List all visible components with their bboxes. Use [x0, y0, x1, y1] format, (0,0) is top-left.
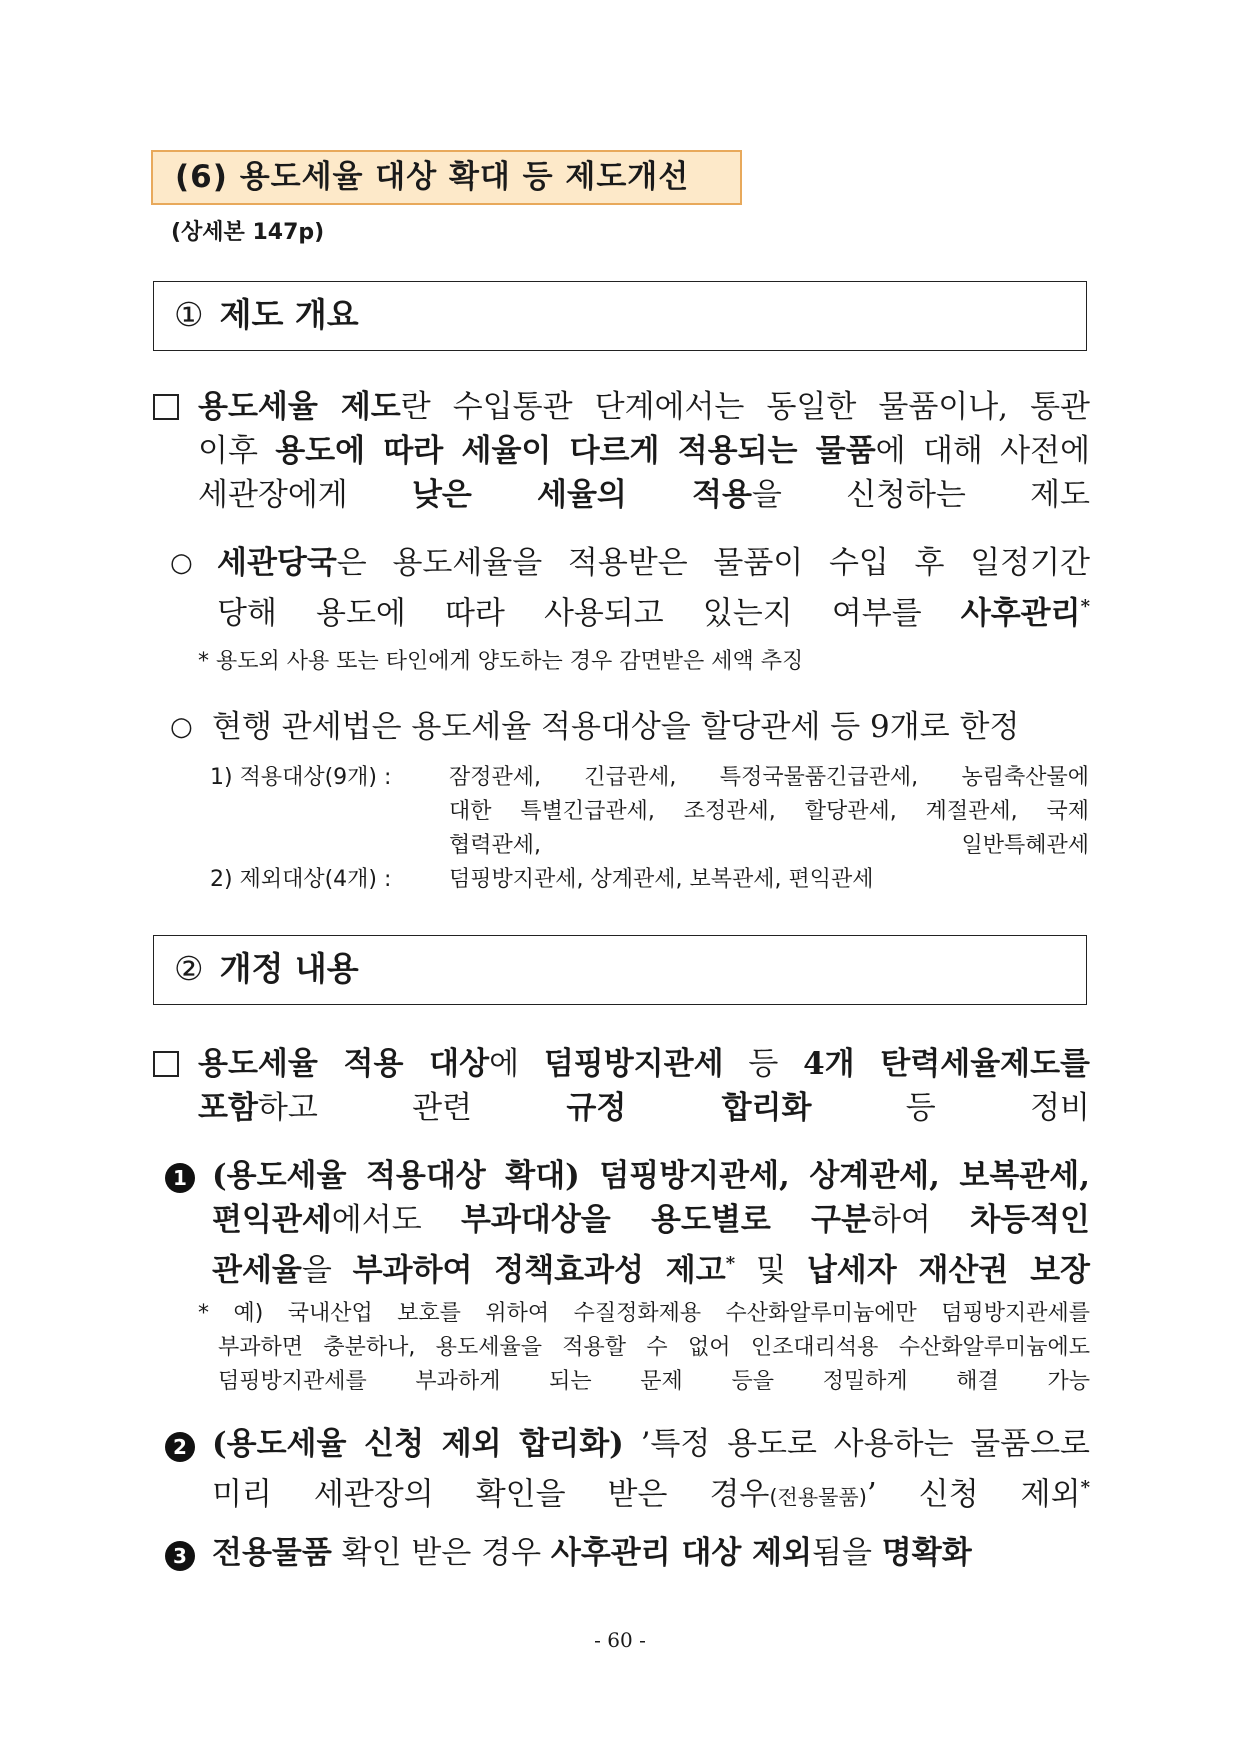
footnote: * 용도외 사용 또는 타인에게 양도하는 경우 감면받은 세액 추징	[198, 649, 804, 674]
section-header-overview	[153, 281, 1087, 351]
text-line: 세관장에게 낮은 세율의 적용을 신청하는 제도	[198, 477, 1090, 513]
numbered-marker-3: 3	[165, 1541, 195, 1571]
item-exclusion	[212, 1422, 1090, 1519]
applicable-list-label: 1) 적용대상(9개) :	[210, 765, 392, 790]
text-line: 편익관세에서도 부과대상을 용도별로 구분하여 차등적인	[212, 1202, 1090, 1238]
example-footnote	[198, 1297, 1090, 1399]
checkbox-marker	[153, 1051, 179, 1081]
text-line: 용도세율 적용 대상에 덤핑방지관세 등 4개 탄력세율제도를	[198, 1046, 1090, 1082]
applicable-list-items	[449, 761, 1089, 863]
text-line: 용도세율 제도란 수입통관 단계에서는 동일한 물품이나, 통관	[198, 389, 1090, 425]
bullet-marker: ○	[170, 712, 193, 742]
amendment-paragraph	[198, 1042, 1090, 1130]
text-line: 덤핑방지관세를 부과하게 되는 문제 등을 정밀하게 해결 가능	[218, 1369, 1090, 1394]
excluded-list-label: 2) 제외대상(4개) :	[210, 867, 392, 892]
text-line: 관세율을 부과하여 정책효과성 제고* 및 납세자 재산권 보장	[212, 1252, 1090, 1289]
item-expansion	[212, 1154, 1090, 1292]
section-number: ②	[174, 949, 204, 988]
overview-paragraph	[198, 385, 1090, 517]
section-heading: 개정 내용	[219, 949, 359, 988]
numbered-marker-1: 1	[165, 1163, 195, 1193]
customs-postmanagement-bullet	[217, 541, 1090, 635]
text-line: 미리 세관장의 확인을 받은 경우(전용물품)’ 신청 제외*	[212, 1476, 1090, 1513]
excluded-list-items: 덤핑방지관세, 상계관세, 보복관세, 편익관세	[449, 867, 874, 892]
section-header-amendment	[153, 935, 1087, 1005]
text-line: 이후 용도에 따라 세율이 다르게 적용되는 물품에 대해 사전에	[198, 433, 1091, 469]
text-line: 전용물품 확인 받은 경우 사후관리 대상 제외됨을 명확화	[212, 1535, 972, 1571]
text-line: 당해 용도에 따라 사용되고 있는지 여부를 사후관리*	[217, 595, 1090, 632]
section-number: ①	[174, 295, 204, 334]
section-heading: 제도 개요	[219, 295, 359, 334]
checkbox-marker	[153, 394, 179, 424]
numbered-marker-2: 2	[165, 1432, 195, 1462]
text-line: 세관당국은 용도세율을 적용받은 물품이 수입 후 일정기간	[217, 545, 1090, 581]
bullet-marker: ○	[170, 548, 193, 578]
text-line: (용도세율 신청 제외 합리화) ’특정 용도로 사용하는 물품으로	[212, 1426, 1090, 1462]
section-title: (6) 용도세율 대상 확대 등 제도개선	[151, 150, 742, 205]
text-line: * 예) 국내산업 보호를 위하여 수질정화제용 수산화알루미늄에만 덤핑방지관세를	[198, 1301, 1090, 1326]
current-law-bullet: 현행 관세법은 용도세율 적용대상을 할당관세 등 9개로 한정	[212, 709, 1020, 745]
text-line: 잠정관세, 긴급관세, 특정국물품긴급관세, 농림축산물에	[449, 765, 1089, 790]
text-line: 대한 특별긴급관세, 조정관세, 할당관세, 계절관세, 국제	[449, 799, 1089, 824]
text-line: 부과하면 충분하나, 용도세율을 적용할 수 없어 인조대리석용 수산화알루미늄에도	[218, 1335, 1090, 1360]
text-line: (용도세율 적용대상 확대) 덤핑방지관세, 상계관세, 보복관세,	[212, 1158, 1090, 1194]
page-number: - 60 -	[594, 1628, 646, 1652]
text-line: 포함하고 관련 규정 합리화 등 정비	[198, 1090, 1090, 1126]
text-line: 협력관세, 일반특혜관세	[449, 833, 1089, 858]
item-clarification	[212, 1531, 972, 1575]
detail-page-reference: (상세본 147p)	[171, 220, 325, 245]
